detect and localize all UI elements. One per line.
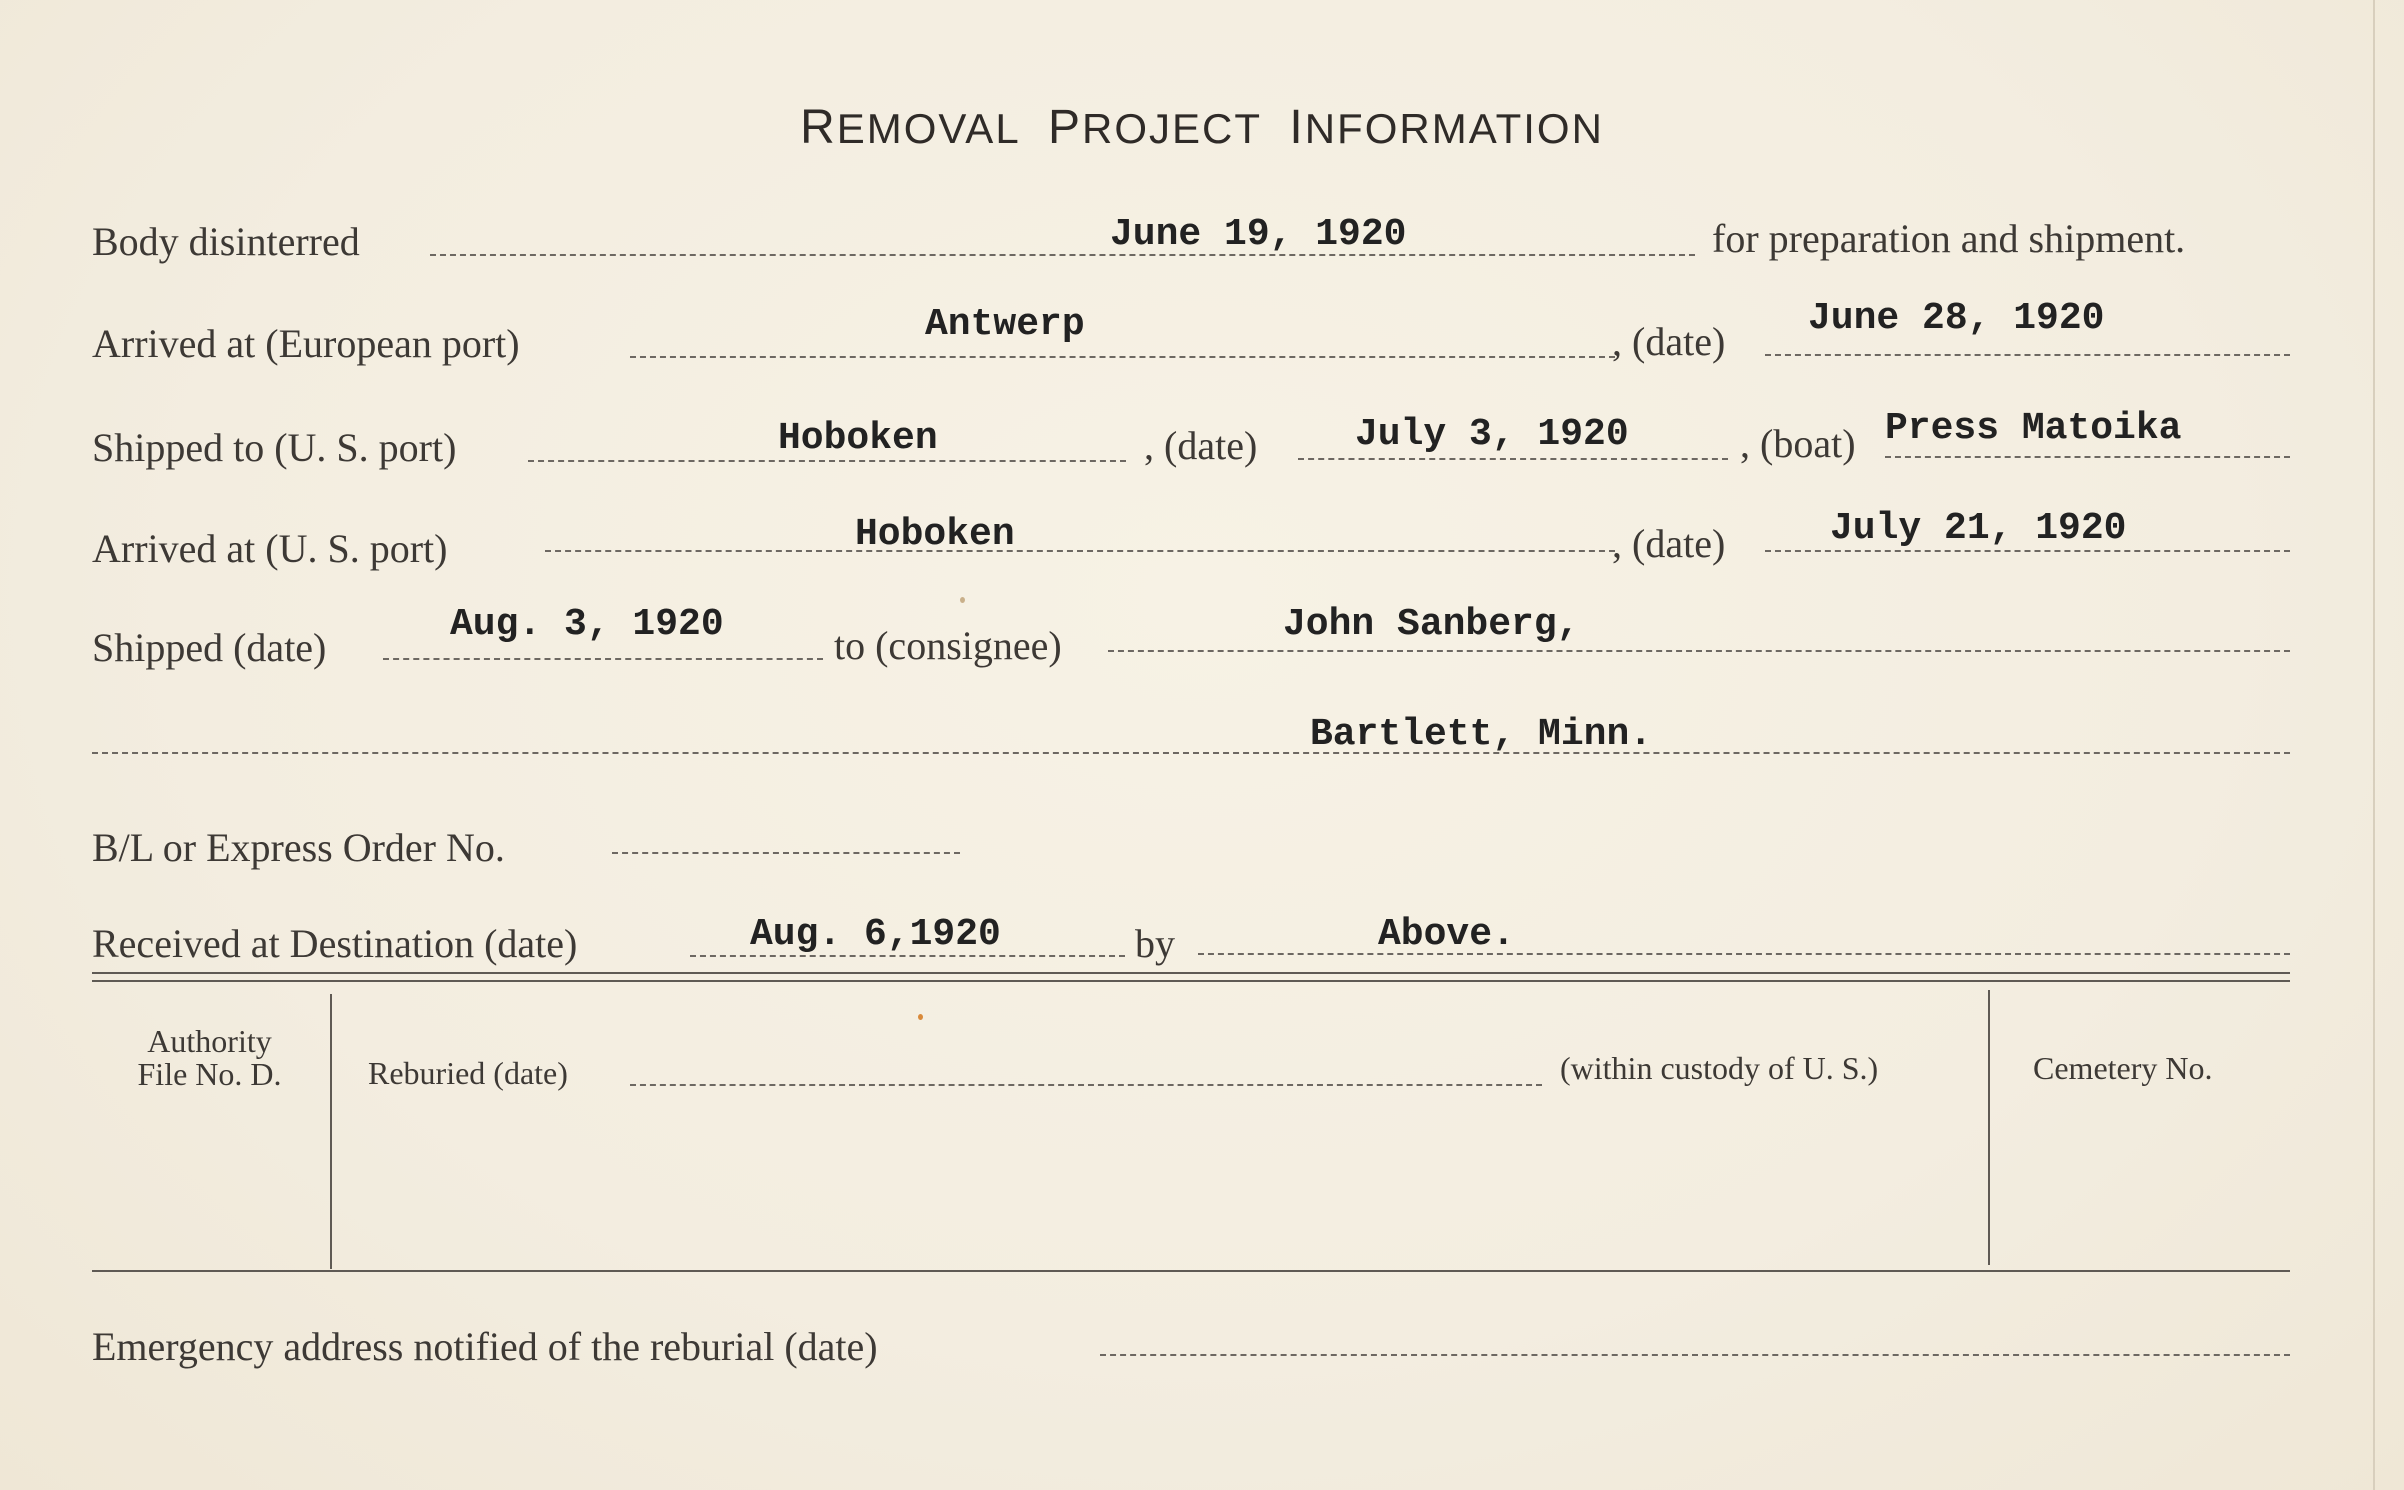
boat-label: , (boat) <box>1740 421 1856 466</box>
arrived-us-date-line <box>1765 550 2290 552</box>
by-label: by <box>1135 921 1175 966</box>
body-disinterred-line <box>430 254 1695 256</box>
shipped-to-label: Shipped to (U. S. port) <box>92 425 457 470</box>
received-date: Aug. 6,1920 <box>750 913 1001 956</box>
received-by-line <box>1198 953 2290 955</box>
received-label: Received at Destination (date) <box>92 921 578 966</box>
boat-name: Press Matoika <box>1885 407 2182 450</box>
box-divider-left <box>330 994 332 1269</box>
authority-file-label: Authority File No. D. <box>137 1023 282 1092</box>
shipped-to-date-label: , (date) <box>1144 423 1258 468</box>
form-title: REMOVAL PROJECT INFORMATION <box>800 101 1604 154</box>
bl-label: B/L or Express Order No. <box>92 825 505 870</box>
shipped-to-date-line <box>1298 458 1728 460</box>
arrived-us-label: Arrived at (U. S. port) <box>92 526 448 571</box>
shipped-date-label: Shipped (date) <box>92 625 327 670</box>
emergency-label: Emergency address notified of the reburial (date) <box>92 1324 878 1369</box>
consignee-address: Bartlett, Minn. <box>1310 713 1653 756</box>
box-top-rule-2 <box>92 980 2290 982</box>
box-bottom-rule <box>92 1270 2290 1272</box>
arrived-european-date-line <box>1765 354 2290 356</box>
arrived-european-label: Arrived at (European port) <box>92 321 520 366</box>
body-disinterred-suffix: for preparation and shipment. <box>1712 216 2186 261</box>
bl-line <box>612 852 960 854</box>
paper-speck <box>918 1014 923 1020</box>
consignee-line <box>1108 650 2290 652</box>
arrived-european-date-label: , (date) <box>1612 319 1726 364</box>
consignee-address-line <box>92 752 2290 754</box>
shipped-to-date: July 3, 1920 <box>1355 413 1629 456</box>
consignee-label: to (consignee) <box>834 623 1062 668</box>
box-top-rule-1 <box>92 972 2290 974</box>
arrived-european-date: June 28, 1920 <box>1808 297 2105 340</box>
arrived-us-date-label: , (date) <box>1612 521 1726 566</box>
cemetery-label: Cemetery No. <box>2033 1050 2213 1086</box>
shipped-date: Aug. 3, 1920 <box>450 603 724 646</box>
boat-line <box>1885 456 2290 458</box>
arrived-us-date: July 21, 1920 <box>1830 507 2127 550</box>
card-edge <box>2373 0 2375 1490</box>
body-disinterred-date: June 19, 1920 <box>1110 213 1407 256</box>
body-disinterred-label: Body disinterred <box>92 219 360 264</box>
arrived-european-port: Antwerp <box>925 303 1085 346</box>
paper-speck <box>960 597 965 603</box>
shipped-to-port-line <box>528 460 1126 462</box>
consignee-name: John Sanberg, <box>1283 603 1580 646</box>
custody-label: (within custody of U. S.) <box>1560 1050 1879 1086</box>
box-divider-right <box>1988 990 1990 1265</box>
arrived-european-port-line <box>630 356 1615 358</box>
emergency-line <box>1100 1354 2290 1356</box>
received-by: Above. <box>1378 913 1515 956</box>
arrived-us-port: Hoboken <box>855 513 1015 556</box>
shipped-to-port: Hoboken <box>778 417 938 460</box>
arrived-us-port-line <box>545 550 1615 552</box>
shipped-date-line <box>383 658 823 660</box>
reburied-label: Reburied (date) <box>368 1055 568 1091</box>
reburied-line <box>630 1084 1542 1086</box>
